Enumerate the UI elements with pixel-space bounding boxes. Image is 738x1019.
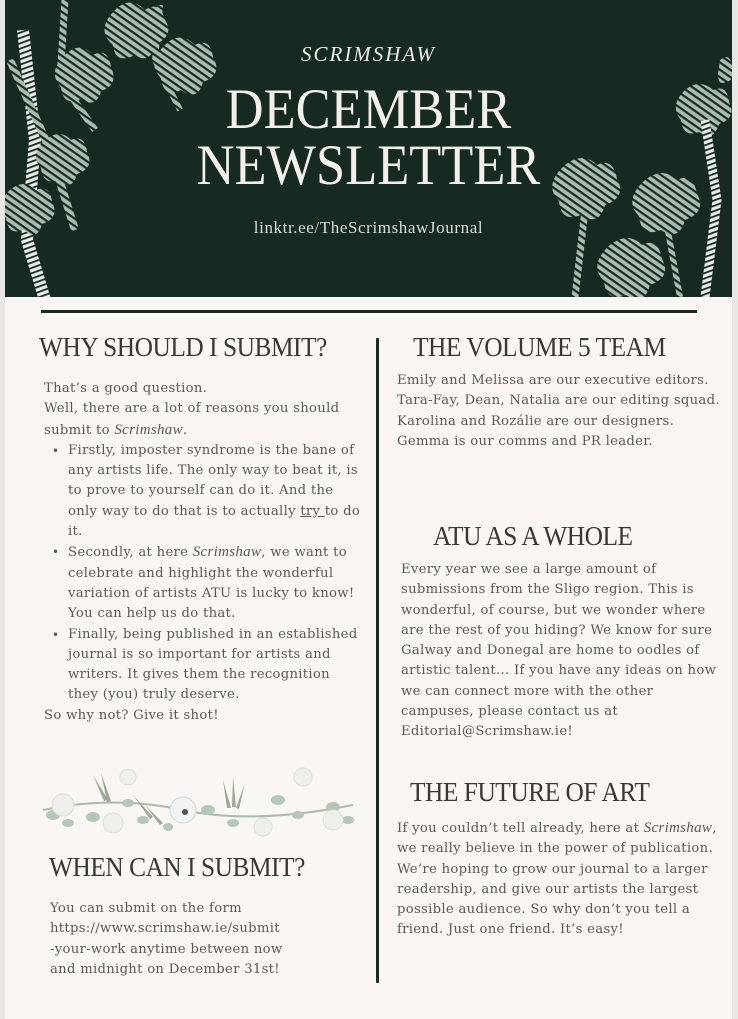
list-item [68, 542, 364, 624]
when-line-1: You can submit on the form [50, 901, 242, 916]
newsletter-page [5, 0, 732, 1019]
closing-line: So why not? Give it shot! [44, 707, 219, 723]
intro-line-2 [44, 399, 364, 441]
why-submit-body [44, 379, 364, 726]
linktree-link-wrapper [5, 218, 732, 238]
submission-url[interactable]: https://www.scrimshaw.ie/submit [50, 921, 280, 937]
horizontal-divider [41, 310, 697, 313]
column-divider [376, 338, 379, 983]
list-item [68, 441, 364, 542]
journal-name: Scrimshaw [114, 421, 183, 438]
header-banner [5, 0, 732, 297]
reason-text: Secondly, at here [68, 545, 193, 561]
brand-name: SCRIMSHAW [300, 42, 437, 66]
newsletter-title [34, 78, 703, 197]
journal-name: Scrimshaw [192, 544, 262, 561]
linktree-link[interactable]: linktr.ee/TheScrimshawJournal [253, 218, 484, 237]
atu-text: Every year we see a large amount of submissions from the Sligo region. This is wonderful, of course, but we wonder where are the rest of you hiding? We know for sure Galway and Donegal are home to oodles of artistic talent... If you have any ideas on how we can connect more with the other campuses, please contact us at Editorial@Scrimshaw.ie! [401, 562, 717, 740]
atu-body [401, 560, 727, 743]
title-line-1: DECEMBER [225, 78, 512, 141]
emphasis-try: try [300, 503, 325, 519]
future-text [397, 818, 723, 941]
when-line-4: and midnight on December 31st! [50, 961, 280, 977]
future-heading: THE FUTURE OF ART [410, 777, 650, 807]
team-heading: THE VOLUME 5 TEAM [413, 332, 666, 362]
intro-text: Well, there are a lot of reasons you should submit to [44, 401, 340, 438]
title-line-2: NEWSLETTER [196, 134, 541, 197]
future-text-end: , we really believe in the power of publication. We’re hoping to grow our journal to a larger readership, and give our artists the largest possible audience. So why don’t you tell a friend. Just one friend. It’s easy! [397, 821, 717, 938]
when-line-3 [50, 940, 370, 960]
reason-text: Firstly, imposter syndrome is the bane of any artists life. The only way to beat it, is to prove to yourself can do it. And the only way to do that is to actually [68, 442, 358, 519]
list-item: • Finally, being published in an established journal is so important for artists and writers. It gives them the recognition they (you) truly deserve. [68, 625, 364, 706]
team-line: Gemma is our comms and PR leader. [397, 433, 653, 449]
team-line: Karolina and Rozálie are our designers. [397, 413, 675, 429]
journal-name: Scrimshaw [643, 820, 713, 836]
team-line: Tara-Fay, Dean, Natalia are our editing squad. [397, 393, 720, 409]
intro-line-1: That’s a good question. [44, 381, 208, 396]
floral-garland-icon [33, 765, 363, 845]
when-text: anytime between now [125, 941, 283, 957]
future-body [397, 818, 723, 941]
when-submit-heading: WHEN CAN I SUBMIT? [49, 852, 305, 882]
when-submit-body [50, 899, 370, 980]
why-submit-heading: WHY SHOULD I SUBMIT? [39, 332, 327, 362]
reasons-list [44, 441, 364, 706]
future-text-start: If you couldn’t tell already, here at [397, 821, 644, 836]
reason-text-end: to do it. [68, 503, 361, 540]
submission-url-cont[interactable]: -your-work [50, 941, 126, 957]
intro-punct: . [182, 422, 188, 438]
when-line-2 [50, 919, 370, 939]
team-body [397, 371, 727, 452]
reason-text-end: , we want to celebrate and highlight the wonderful variation of artists ATU is lucky to know! You can help us do that. [68, 545, 355, 622]
atu-heading: ATU AS A WHOLE [433, 521, 633, 551]
team-line: Emily and Melissa are our executive editors. [397, 373, 709, 388]
